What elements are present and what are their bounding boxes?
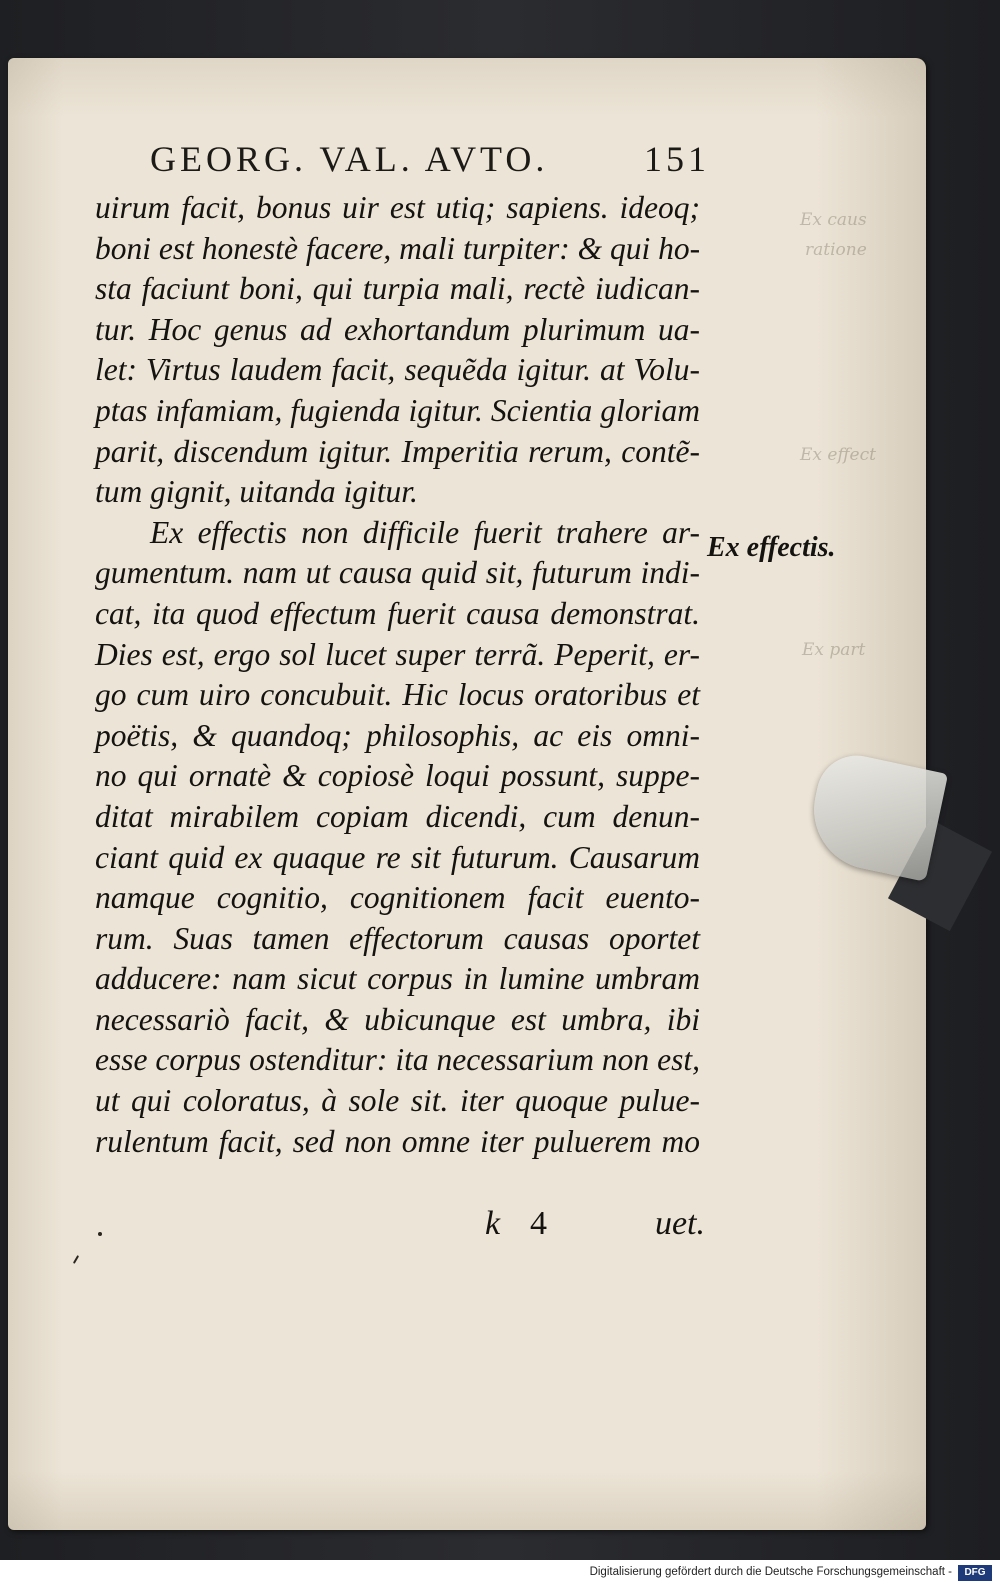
text-line: gumentum. nam ut causa quid sit, futurum indi- xyxy=(95,555,700,591)
text-line: poëtis, & quandoq; philosophis, ac eis omni- xyxy=(95,717,700,753)
text-line: cat, ita quod effectum fuerit causa demonstrat. xyxy=(95,595,700,631)
text-line: tur. Hoc genus ad exhortandum plurimum ua- xyxy=(95,311,700,347)
text-line: boni est honestè facere, mali turpiter: & qui ho- xyxy=(95,230,701,266)
text-line: uirum facit, bonus uir est utiq; sapiens. ideoq; xyxy=(95,190,700,225)
text-line: go cum uiro concubuit. Hic locus oratoribus et xyxy=(95,677,700,713)
bleed-through-mark: Ex effect xyxy=(800,445,876,465)
bleed-through-mark: ratione xyxy=(805,240,867,260)
signature-number: 4 xyxy=(530,1205,547,1242)
text-line: sta faciunt boni, qui turpia mali, rectè iudican- xyxy=(95,271,700,307)
running-head-title: GEORG. VAL. AVTO. xyxy=(150,139,549,179)
text-line: ditat mirabilem copiam dicendi, cum denun- xyxy=(95,798,700,834)
text-line: parit, discendum igitur. Imperitia rerum, contẽ- xyxy=(95,433,700,469)
running-head xyxy=(150,138,710,180)
text-line: Dies est, ergo sol lucet super terrã. Peperit, er- xyxy=(95,636,700,672)
catchword: uet. xyxy=(654,1205,705,1242)
text-line: ut qui coloratus, à sole sit. iter quoque pulue- xyxy=(95,1083,700,1119)
text-line: rum. Suas tamen effectorum causas oportet xyxy=(95,920,700,956)
dust-speck xyxy=(98,1232,102,1236)
funding-credit: Digitalisierung gefördert durch die Deutsche Forschungsgemeinschaft - xyxy=(589,1566,952,1578)
text-line: ptas infamiam, fugienda igitur. Scientia gloriam xyxy=(95,392,700,428)
bleed-through-mark: Ex part xyxy=(802,640,866,660)
signature-mark: k xyxy=(485,1205,501,1242)
text-line: esse corpus ostenditur: ita necessarium non est, xyxy=(95,1042,700,1078)
footer-bar xyxy=(0,1560,1000,1587)
text-line: ciant quid ex quaque re sit futurum. Causarum xyxy=(95,839,700,875)
dfg-logo: DFG xyxy=(958,1565,992,1581)
body-text xyxy=(95,188,700,1162)
text-line: rulentum facit, sed non omne iter puluerem mo xyxy=(95,1123,700,1159)
text-line: no qui ornatè & copiosè loqui possunt, suppe- xyxy=(95,758,700,794)
text-line: Ex effectis non difficile fuerit trahere ar- xyxy=(150,514,700,550)
bleed-through-mark: Ex caus xyxy=(800,210,867,230)
text-line: namque cognitio, cognitionem facit euento- xyxy=(95,880,700,916)
text-line: tum gignit, uitanda igitur. xyxy=(95,474,418,510)
text-line: necessariò facit, & ubicunque est umbra, ibi xyxy=(95,1001,700,1037)
marginal-note: Ex effectis. xyxy=(707,532,836,563)
text-line: let: Virtus laudem facit, sequẽda igitur. at Volu- xyxy=(95,352,700,388)
page-number: 151 xyxy=(644,139,710,179)
text-line: adducere: nam sicut corpus in lumine umbram xyxy=(95,961,700,997)
